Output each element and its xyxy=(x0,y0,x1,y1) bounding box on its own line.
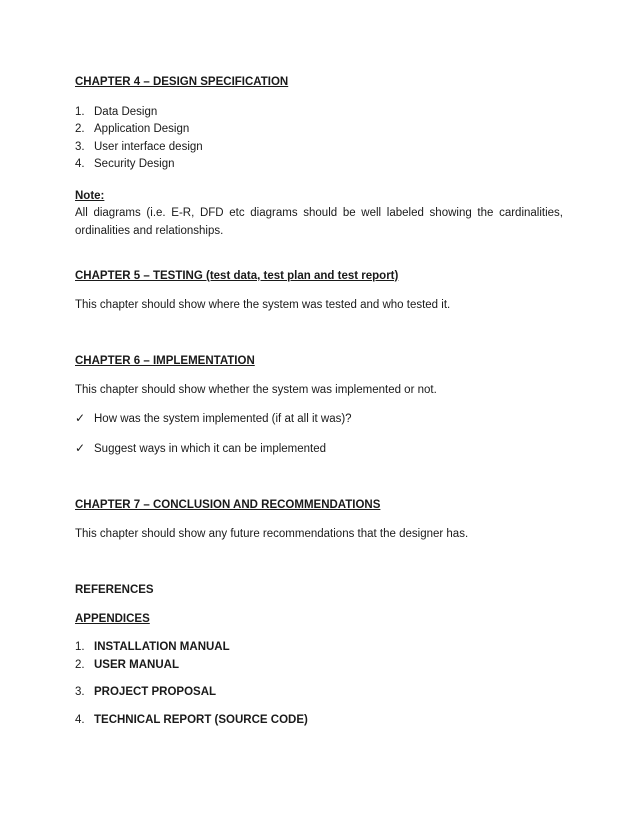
document-page xyxy=(75,74,563,729)
list-number: 3. xyxy=(75,140,85,153)
note-heading: Note: xyxy=(75,189,105,202)
chapter5-text: This chapter should show where the system was tested and who tested it. xyxy=(75,298,451,311)
list-text: INSTALLATION MANUAL xyxy=(94,641,230,653)
list-number: 4. xyxy=(75,713,85,726)
design-list xyxy=(75,104,563,174)
list-text: User interface design xyxy=(94,140,203,153)
list-text: Security Design xyxy=(94,158,175,170)
appendices-heading: APPENDICES xyxy=(75,612,150,625)
list-text: USER MANUAL xyxy=(94,658,179,671)
list-item xyxy=(75,712,563,730)
chapter4-heading: CHAPTER 4 – DESIGN SPECIFICATION xyxy=(75,76,289,88)
list-text: Application Design xyxy=(94,123,190,135)
checklist-text: How was the system implemented (if at all it was)? xyxy=(94,413,352,425)
list-number: 4. xyxy=(75,158,85,170)
checklist-item xyxy=(75,410,563,429)
checklist-text: Suggest ways in which it can be implemented xyxy=(94,442,327,455)
list-number: 3. xyxy=(75,686,85,698)
list-item xyxy=(75,121,563,139)
list-item xyxy=(75,156,563,174)
chapter6-heading: CHAPTER 6 – IMPLEMENTATION xyxy=(75,355,255,367)
list-number: 1. xyxy=(75,641,85,653)
chapter5-heading: CHAPTER 5 – TESTING (test data, test plan and test report) xyxy=(75,270,399,282)
chapter7-text: This chapter should show any future recommendations that the designer has. xyxy=(75,527,469,540)
references-heading: REFERENCES xyxy=(75,584,154,596)
checkmark-icon: ✓ xyxy=(75,440,86,455)
list-number: 2. xyxy=(75,658,85,671)
list-item xyxy=(75,639,563,657)
checkmark-icon: ✓ xyxy=(75,411,86,425)
chapter7-heading: CHAPTER 7 – CONCLUSION AND RECOMMENDATIONS xyxy=(75,499,381,511)
note-text: All diagrams (i.e. E-R, DFD etc diagrams should be well labeled showing the cardinalities, ordinalities and relationships. xyxy=(75,207,563,237)
list-text: Data Design xyxy=(94,105,158,118)
list-number: 1. xyxy=(75,105,85,118)
list-text: PROJECT PROPOSAL xyxy=(94,686,217,698)
checklist-item xyxy=(75,440,563,459)
list-number: 2. xyxy=(75,123,85,135)
list-item xyxy=(75,657,563,675)
chapter6-text: This chapter should show whether the system was implemented or not. xyxy=(75,383,437,396)
list-text: TECHNICAL REPORT (SOURCE CODE) xyxy=(94,713,308,726)
appendices-list xyxy=(75,639,563,729)
implementation-checklist xyxy=(75,410,563,458)
list-item xyxy=(75,104,563,122)
list-item xyxy=(75,684,563,702)
list-item xyxy=(75,139,563,157)
